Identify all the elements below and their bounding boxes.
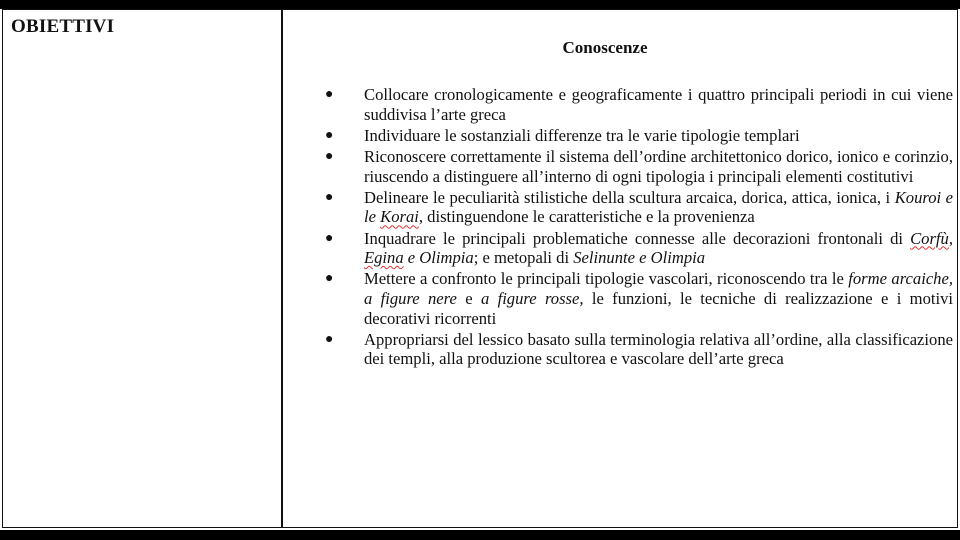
bullet-icon: ● [325,331,334,347]
objective-text: , distinguendone le caratteristiche e la provenienza [418,207,755,227]
objective-text: , [948,228,953,248]
objective-item [321,229,953,268]
objective-text: Mettere a confronto le principali tipologie vascolari, riconoscendo tra le [364,269,849,289]
objective-item [321,188,953,227]
objective-item [321,269,953,328]
bullet-icon: ● [325,230,334,246]
section-title: Conoscenze [562,38,648,57]
objective-text: Korai [380,207,419,227]
objective-text: Selinunte e Olimpia [573,248,706,268]
objective-text: e Olimpia [403,248,474,268]
objective-text: forme arcaiche, a figure nere [364,269,953,308]
objective-text: e le [364,187,954,227]
bullet-icon: ● [325,127,334,143]
document-page [0,9,960,530]
objective-text: Kouroi [894,187,942,207]
objective-text: Egina [364,248,404,268]
bullet-icon: ● [325,271,334,287]
objective-text: Corfù [910,228,949,248]
objective-text: Collocare cronologicamente e geograficamente i quattro principali periodi in cui viene suddivisa l’arte greca [364,85,953,124]
objective-text: Riconoscere correttamente il sistema dell’ordine architettonico dorico, ionico e corinzio, riuscendo a distinguere all’interno di ogni tipologia i principali elementi costitutivi [364,146,953,186]
objectives-table [2,9,958,528]
objective-text: a figure rosse, [480,288,584,308]
bullet-icon: ● [325,148,334,164]
objectives-list [321,85,953,370]
bullet-icon: ● [325,87,334,102]
objective-text: Inquadrare le principali problematiche connesse alle decorazioni frontonali di [364,228,911,248]
objective-item [321,126,953,146]
objective-text: ; e metopali di [473,248,574,268]
objective-text: Appropriarsi del lessico basato sulla terminologia relativa all’ordine, alla classificazione dei templi, alla produzione scultorea e vascolare dell’arte greca [364,329,953,369]
objective-item [321,85,953,124]
objectives-label-cell [3,10,283,527]
objective-item [321,330,953,369]
objective-text: e [456,288,481,308]
objective-text: Individuare le sostanziali differenze tra le varie tipologie templari [364,125,800,145]
objective-text: Delineare le peculiarità stilistiche della scultura arcaica, dorica, attica, ionica, i [364,187,895,207]
objectives-heading: OBIETTIVI [11,16,115,37]
bullet-icon: ● [325,189,334,205]
objective-text: le funzioni, le tecniche di realizzazione e i motivi decorativi ricorrenti [364,288,953,328]
objective-item [321,147,953,186]
knowledge-cell [283,10,957,527]
